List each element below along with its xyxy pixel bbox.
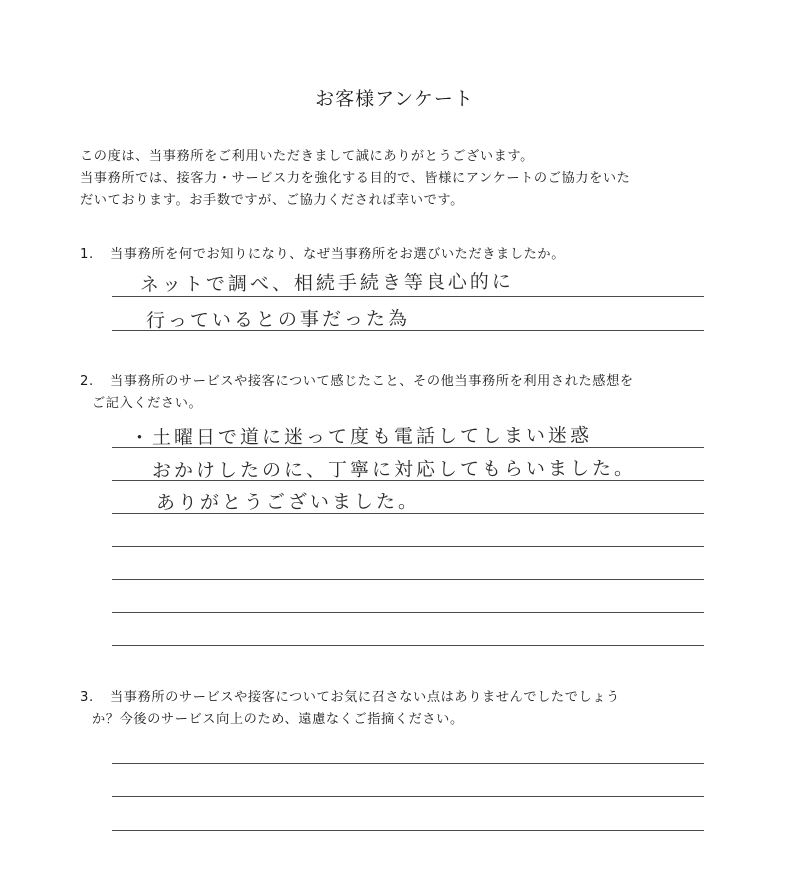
answer-line	[112, 546, 704, 547]
answer-line	[112, 330, 704, 331]
handwritten-answer: ありがとうございました。	[155, 490, 421, 514]
handwritten-answer: ネットで調べ、相続手続き等良心的に	[139, 270, 514, 297]
question-3	[80, 687, 730, 731]
answer-line	[112, 480, 704, 481]
answer-line	[112, 447, 704, 448]
answer-line	[112, 296, 704, 297]
question-number: 3.	[80, 690, 94, 705]
answer-line	[112, 579, 704, 580]
question-text: 当事務所を何でお知りになり、なぜ当事務所をお選びいただきましたか。	[110, 247, 565, 262]
intro-text	[80, 146, 730, 212]
answer-line	[112, 830, 704, 831]
handwritten-answer: おかけしたのに、丁寧に対応してもらいました。	[151, 457, 637, 482]
answer-line	[112, 513, 704, 514]
intro-line: この度は、当事務所をご利用いただきまして誠にありがとうございます。	[80, 149, 534, 164]
question-number: 1.	[80, 247, 94, 262]
intro-line: 当事務所では、接客力・サービス力を強化する目的で、皆様にアンケートのご協力をいた	[80, 171, 631, 186]
question-number: 2.	[80, 374, 94, 389]
answer-line	[112, 763, 704, 764]
page-title: お客様アンケート	[315, 88, 474, 110]
question-2	[80, 371, 730, 415]
handwritten-answer: ・土曜日で道に迷って度も電話してしまい迷惑	[129, 424, 593, 449]
answer-line	[112, 645, 704, 646]
answer-line	[112, 612, 704, 613]
answer-line	[112, 796, 704, 797]
intro-line: だいております。お手数ですが、ご協力くだされば幸いです。	[80, 193, 464, 208]
handwritten-answer: 行っているとの事だった為	[145, 307, 410, 333]
question-1	[80, 244, 730, 266]
question-text: 当事務所のサービスや接客についてお気に召さない点はありませんでしたでしょう	[110, 690, 620, 705]
question-text: か？今後のサービス向上のため、遠慮なくご指摘ください。	[92, 712, 464, 727]
question-text: 当事務所のサービスや接客について感じたこと、その他当事務所を利用された感想を	[110, 374, 634, 389]
question-text: ご記入ください。	[92, 396, 203, 411]
